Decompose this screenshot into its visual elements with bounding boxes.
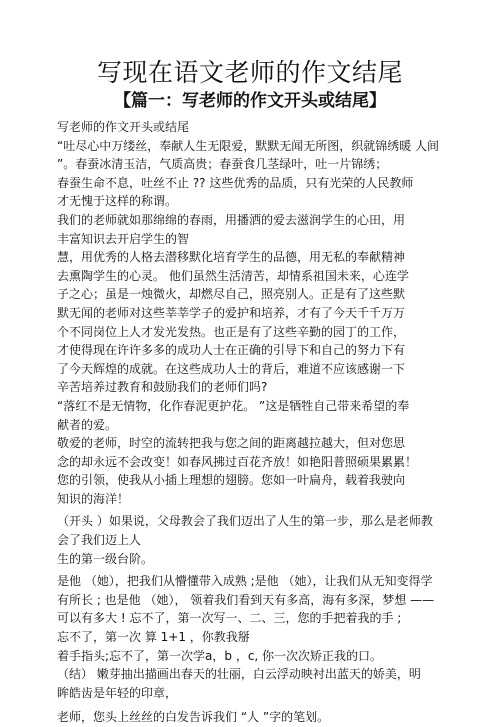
text-line: 慧，用优秀的人格去潜移默化培育学生的品德，用无私的奉献精神 [57, 250, 406, 265]
text-line: 会了我们迈上人 [57, 533, 142, 548]
text-line: 子之心；虽是一烛微火，却燃尽自己，照亮别人。正是有了这些默 [57, 287, 406, 302]
text-line: （结） 嫩芽抽出描画出春天的壮丽，白云浮动映衬出蓝天的娇美，明 [57, 667, 421, 682]
text-line: “吐尽心中万缕丝，奉献人生无限爱，默默无闻无所图，织就锦绣暖 人间 [57, 138, 440, 153]
text-line: （开头 ）如果说，父母教会了我们迈出了人生的第一步，那么是老师教 [57, 514, 433, 529]
text-line: “落红不是无情物，化作春泥更护花。 ”这是牺牲自己带来希望的奉 [57, 398, 410, 413]
text-line: 春蚕生命不息，吐丝不止 ?? 这些优秀的品质，只有光荣的人民教师 [57, 175, 414, 190]
text-line: 我们的老师就如那绵绵的春雨，用播洒的爱去滋润学生的心田，用 [57, 212, 406, 227]
text-line: 是他 （她），把我们从懵懂带入成熟 ;是他 （她），让我们从无知变得学 [57, 574, 433, 589]
text-line: 知识的海洋！ [57, 491, 130, 506]
text-line: 才使得现在许许多多的成功人士在正确的引导下和自己的努力下有 [57, 343, 406, 358]
text-line: ”。春蚕冰清玉洁，气质高贵；春蚕食几茎绿叶，吐一片锦绣； [57, 157, 388, 172]
document-subtitle: 【篇一：写老师的作文开头或结尾】 [114, 91, 386, 111]
text-line: 老师，您头上丝丝的白发告诉我们 “人 ”字的笔划。 [57, 710, 330, 725]
text-line: 忘不了，第一次 算 1+1 ，你教我掰 [57, 630, 250, 645]
document-title: 写现在语文老师的作文结尾 [96, 58, 403, 87]
text-line: 献者的爱。 [57, 417, 118, 432]
text-line: 个不同岗位上人才发光发热。也正是有了这些辛勤的园丁的工作， [57, 324, 406, 339]
text-line: 辛苦培养过教育和鼓励我们的老师们吗? [57, 380, 268, 395]
text-line: 丰富知识去开启学生的智 [57, 231, 190, 246]
text-line: 着手指头;忘不了，第一次学a，b ，c, 你一次次矫正我的口。 [57, 648, 383, 663]
text-line: 有所长 ; 也是他 （她）， 领着我们看到天有多高，海有多深，梦想 —— [57, 592, 435, 607]
text-line: 敬爱的老师，时空的流转把我与您之间的距离越拉越大，但对您思 [57, 436, 406, 451]
text-line: 默无闻的老师对这些莘莘学子的爱护和培养，才有了今天千千万万 [57, 305, 406, 320]
text-line: 您的引领，使我从小插上理想的翅膀。您如一叶扁舟，载着我驶向 [57, 473, 406, 488]
text-line: 了今天辉煌的成就。在这些成功人士的背后，难道不应该感谢一下 [57, 361, 406, 376]
text-line: 写老师的作文开头或结尾 [57, 120, 190, 134]
document-body [57, 118, 495, 727]
text-line: 念的却永远不会改变！如春风拂过百花齐放！如艳阳普照硕果累累！ [57, 454, 418, 469]
text-line: 生的第一级台阶。 [57, 551, 154, 566]
text-line: 才无愧于这样的称谓。 [57, 194, 178, 209]
text-line: 眸皓齿是年轻的印章， [57, 685, 178, 700]
text-line: 可以有多大 ! 忘不了，第一次写一、二、三，您的手把着我的手 ; [57, 611, 402, 626]
text-line: 去熏陶学生的心灵。 他们虽然生活清苦，却情系祖国未来，心连学 [57, 268, 409, 283]
